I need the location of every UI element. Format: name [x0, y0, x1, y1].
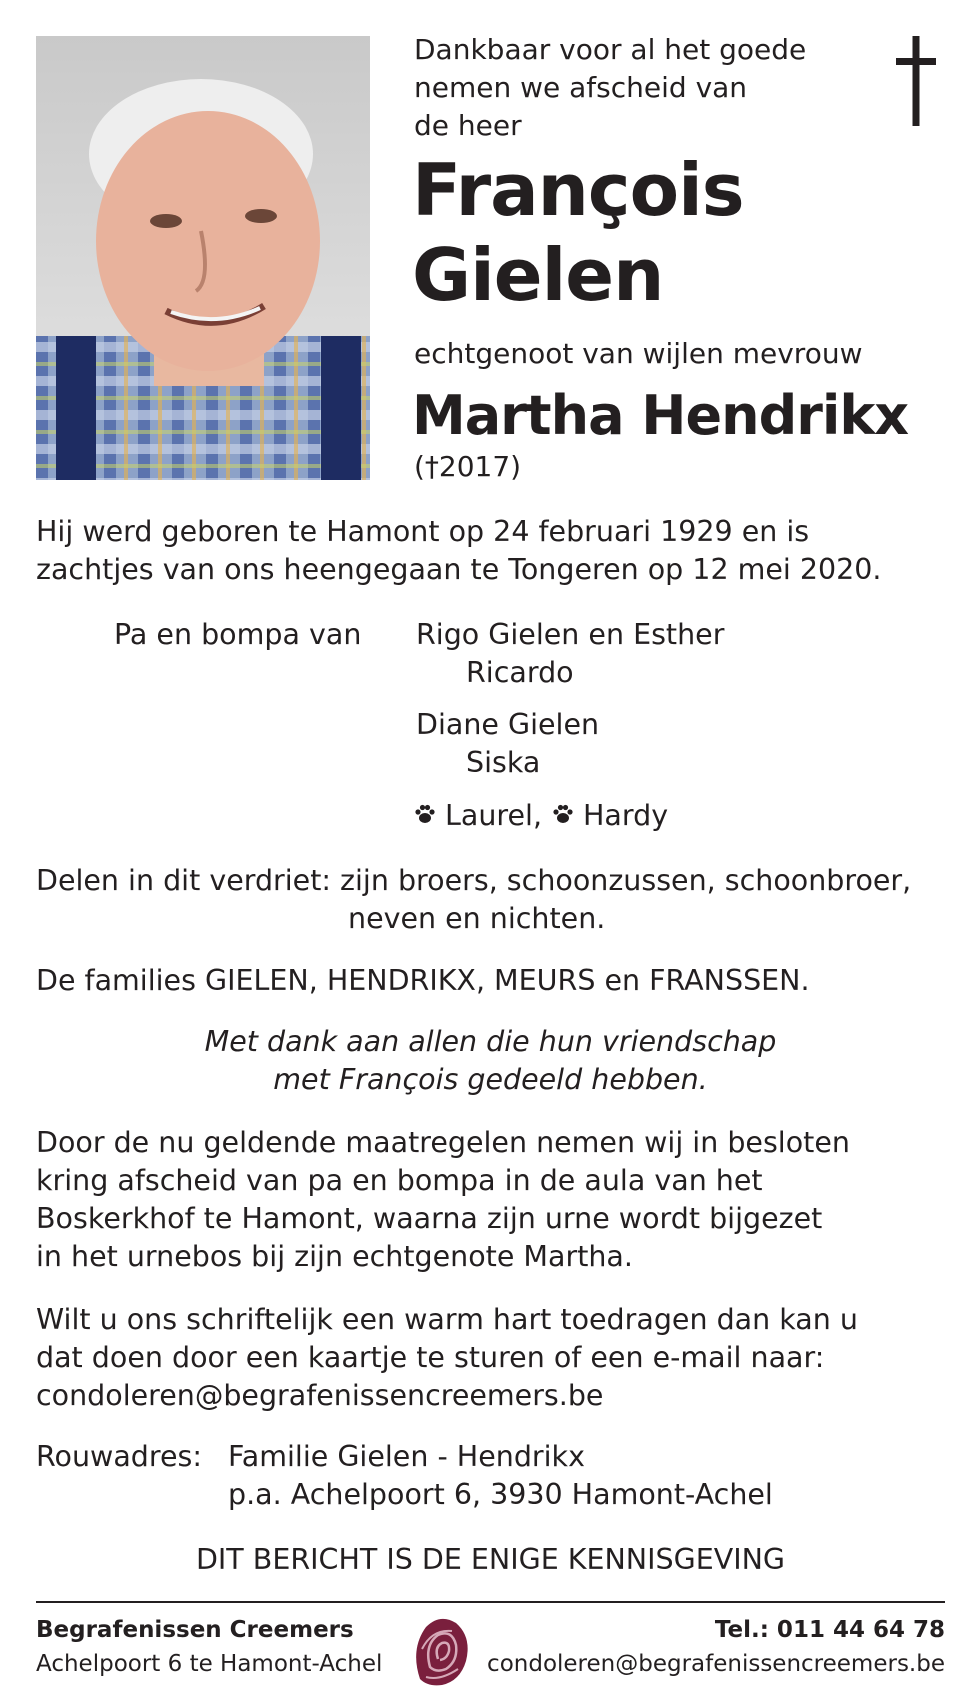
grandchild-2: Siska	[466, 746, 541, 779]
paw-icon	[414, 803, 436, 829]
address-line-2: p.a. Achelpoort 6, 3930 Hamont-Achel	[228, 1478, 773, 1511]
spouse-name: Martha Hendrikx	[412, 384, 909, 447]
deceased-last-name: Gielen	[412, 233, 664, 317]
birth-line-2: zachtjes van ons heengegaan te Tongeren op 12 mei 2020.	[36, 553, 882, 586]
families-line: De families GIELEN, HENDRIKX, MEURS en FRANSSEN.	[36, 964, 810, 997]
intro-line-1: Dankbaar voor al het goede	[414, 33, 807, 66]
child-2: Diane Gielen	[416, 708, 600, 741]
ceremony-line-3: Boskerkhof te Hamont, waarna zijn urne wordt bijgezet	[36, 1202, 823, 1235]
deceased-first-name: François	[412, 148, 744, 232]
cross-icon	[896, 36, 936, 130]
condolence-line-2: dat doen door een kaartje te sturen of een e-mail naar:	[36, 1341, 825, 1374]
pet-2: Hardy	[583, 799, 669, 832]
spouse-intro: echtgenoot van wijlen mevrouw	[414, 337, 863, 370]
thanks-line-1: Met dank aan allen die hun vriendschap	[204, 1025, 777, 1058]
company-email[interactable]: condoleren@begrafenissencreemers.be	[487, 1651, 945, 1677]
portrait-photo	[36, 36, 370, 480]
paw-icon	[552, 803, 574, 829]
birth-line-1: Hij werd geboren te Hamont op 24 februari 1929 en is	[36, 515, 810, 548]
condolence-line-1: Wilt u ons schriftelijk een warm hart toedragen dan kan u	[36, 1303, 858, 1336]
sorrow-line-2: neven en nichten.	[348, 902, 606, 935]
notice: DIT BERICHT IS DE ENIGE KENNISGEVING	[195, 1543, 786, 1576]
intro-line-2: nemen we afscheid van	[414, 71, 748, 104]
company-address: Achelpoort 6 te Hamont-Achel	[36, 1651, 383, 1677]
rose-logo	[402, 1609, 480, 1693]
child-1: Rigo Gielen en Esther	[416, 618, 725, 651]
sorrow-line-1: Delen in dit verdriet: zijn broers, schoonzussen, schoonbroer,	[36, 864, 912, 897]
pet-1: Laurel,	[445, 799, 543, 832]
footer-divider	[36, 1601, 945, 1603]
intro-line-3: de heer	[414, 109, 522, 142]
ceremony-line-1: Door de nu geldende maatregelen nemen wij in besloten	[36, 1126, 850, 1159]
ceremony-line-4: in het urnebos bij zijn echtgenote Martha.	[36, 1240, 633, 1273]
ceremony-line-2: kring afscheid van pa en bompa in de aula van het	[36, 1164, 763, 1197]
company-phone[interactable]: Tel.: 011 44 64 78	[714, 1617, 945, 1643]
grandchild-1: Ricardo	[466, 656, 574, 689]
spouse-death-year: (†2017)	[414, 450, 522, 483]
condolence-email[interactable]: condoleren@begrafenissencreemers.be	[36, 1379, 604, 1412]
thanks-line-2: met François gedeeld hebben.	[273, 1063, 708, 1096]
company-name: Begrafenissen Creemers	[36, 1617, 354, 1643]
address-line-1: Familie Gielen - Hendrikx	[228, 1440, 585, 1473]
family-label: Pa en bompa van	[114, 618, 362, 651]
address-label: Rouwadres:	[36, 1440, 202, 1473]
